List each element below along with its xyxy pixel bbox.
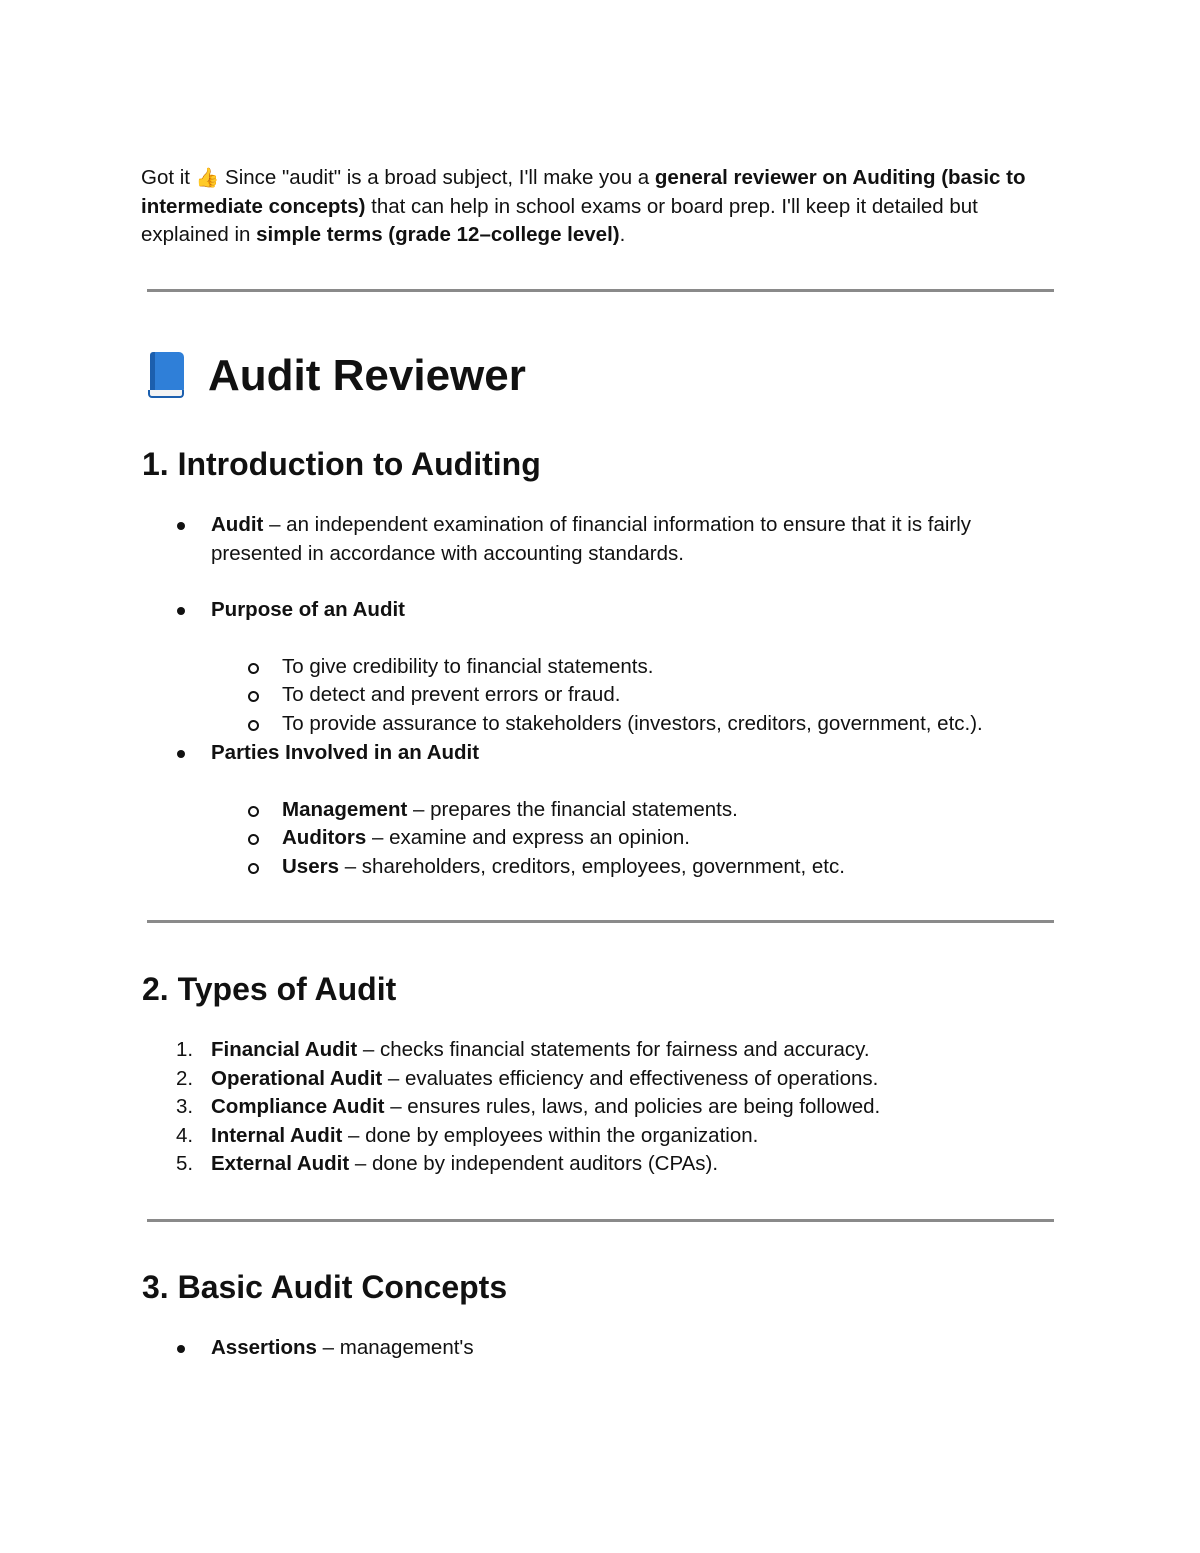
type-desc: – done by employees within the organization. xyxy=(342,1124,759,1147)
party-desc: – prepares the financial statements. xyxy=(407,798,738,821)
party-term: Auditors xyxy=(282,826,367,849)
type-term: Operational Audit xyxy=(211,1067,383,1090)
list-item-parties xyxy=(211,739,479,768)
bullet-ring xyxy=(248,720,259,731)
bullet-ring xyxy=(248,663,259,674)
bullet-ring xyxy=(248,863,259,874)
list-number: 5. xyxy=(176,1152,194,1175)
horizontal-rule xyxy=(147,289,1054,292)
section-heading-concepts: 3. Basic Audit Concepts xyxy=(142,1269,508,1305)
intro-text-2: Since "audit" is a broad subject, I'll make you a xyxy=(219,166,655,189)
intro-bold-1: general reviewer on Auditing (basic to intermediate concepts) xyxy=(141,166,1026,218)
list-number: 1. xyxy=(176,1038,194,1061)
list-item-purpose-3: To provide assurance to stakeholders (investors, creditors, government, etc.). xyxy=(282,712,983,735)
list-item-type-2 xyxy=(211,1065,878,1094)
list-item-purpose xyxy=(211,596,405,625)
intro-text-1: Got it xyxy=(141,166,196,189)
party-desc: – shareholders, creditors, employees, government, etc. xyxy=(339,855,845,878)
list-item-type-1 xyxy=(211,1036,870,1065)
list-item-party-2 xyxy=(282,824,690,853)
intro-text-3: that can help in school exams or board prep. I'll keep it detailed but explained in xyxy=(141,194,978,246)
type-desc: – ensures rules, laws, and policies are being followed. xyxy=(384,1095,881,1118)
assertions-term: Assertions xyxy=(211,1336,317,1359)
bullet-ring xyxy=(248,691,259,702)
list-item-purpose-2: To detect and prevent errors or fraud. xyxy=(282,683,621,706)
bullet-dot xyxy=(177,1345,185,1353)
thumbs-up-icon: 👍 xyxy=(195,167,220,189)
horizontal-rule xyxy=(147,920,1054,923)
party-term: Users xyxy=(282,855,339,878)
list-item-type-5 xyxy=(211,1150,718,1179)
list-item-type-4 xyxy=(211,1122,758,1151)
party-term: Management xyxy=(282,798,408,821)
list-item-assertions xyxy=(211,1334,474,1363)
type-term: Internal Audit xyxy=(211,1124,343,1147)
bullet-ring xyxy=(248,806,259,817)
page-title xyxy=(143,347,526,405)
bullet-ring xyxy=(248,834,259,845)
audit-definition-line-2: presented in accordance with accounting standards. xyxy=(211,541,684,565)
type-desc: – done by independent auditors (CPAs). xyxy=(349,1152,719,1175)
parties-heading: Parties Involved in an Audit xyxy=(211,741,480,764)
party-desc: – examine and express an opinion. xyxy=(366,826,690,849)
list-number: 3. xyxy=(176,1095,194,1118)
section-heading-types: 2. Types of Audit xyxy=(142,971,397,1007)
list-number: 4. xyxy=(176,1124,194,1147)
bullet-dot xyxy=(177,607,185,615)
list-item-party-1 xyxy=(282,796,738,825)
intro-paragraph xyxy=(141,164,1061,250)
list-item-party-3 xyxy=(282,853,845,882)
list-item-type-3 xyxy=(211,1093,880,1122)
list-item-audit-definition xyxy=(211,511,1061,568)
audit-definition-line-1: – an independent examination of financial information to ensure that it is fairly xyxy=(263,513,972,536)
type-term: Compliance Audit xyxy=(211,1095,385,1118)
horizontal-rule xyxy=(147,1219,1054,1222)
section-heading-introduction: 1. Introduction to Auditing xyxy=(142,446,541,482)
type-desc: – checks financial statements for fairness and accuracy. xyxy=(357,1038,870,1061)
blue-book-icon xyxy=(146,352,186,400)
intro-bold-2: simple terms (grade 12–college level) xyxy=(256,223,620,246)
term-audit: Audit xyxy=(211,513,264,536)
intro-text-4: . xyxy=(619,223,626,246)
bullet-dot xyxy=(177,522,185,530)
list-item-purpose-1: To give credibility to financial statements. xyxy=(282,655,654,678)
page-title-text: Audit Reviewer xyxy=(208,351,526,400)
assertions-desc: – management's xyxy=(316,1336,474,1359)
purpose-heading: Purpose of an Audit xyxy=(211,598,405,621)
type-term: External Audit xyxy=(211,1152,350,1175)
type-term: Financial Audit xyxy=(211,1038,358,1061)
type-desc: – evaluates efficiency and effectiveness of operations. xyxy=(382,1067,879,1090)
bullet-dot xyxy=(177,750,185,758)
list-number: 2. xyxy=(176,1067,194,1090)
